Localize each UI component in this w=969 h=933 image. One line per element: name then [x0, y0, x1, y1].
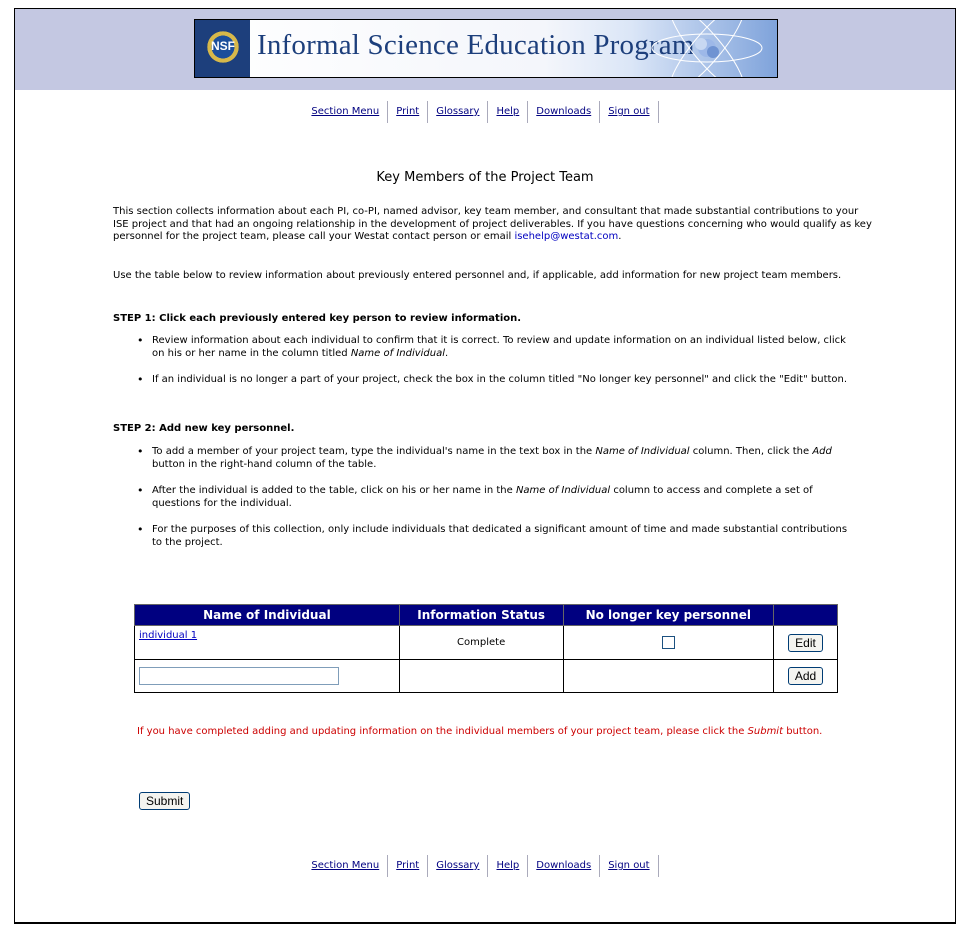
- add-button[interactable]: Add: [788, 667, 823, 685]
- list-item: [135, 485, 860, 510]
- top-nav: [15, 101, 955, 123]
- intro-text: This section collects information about each PI, co-PI, named advisor, key team member, and consultant that made substantial contributions to your ISE project and that had an ongoing relationship in the development of project deliverables. If you have questions concerning who would qualify as key personnel for the project team, please call your Westat contact person or email: [113, 206, 872, 242]
- page-title: Key Members of the Project Team: [376, 170, 594, 185]
- no-longer-key-personnel-checkbox[interactable]: [662, 636, 675, 649]
- nav-print-link[interactable]: Print: [388, 855, 428, 877]
- cell-new-action: [774, 660, 838, 693]
- cell-new-name: [135, 660, 400, 693]
- note-em: Submit: [747, 726, 784, 737]
- nav-section-menu-link[interactable]: Section Menu: [311, 855, 388, 877]
- step1-bullet1-em: Name of Individual: [350, 347, 446, 359]
- nav-help-link[interactable]: Help: [488, 101, 528, 123]
- step2-bullet1-end: button in the right-hand column of the table.: [152, 458, 377, 470]
- nav-help-link[interactable]: Help: [488, 855, 528, 877]
- nav-sign-out-link[interactable]: Sign out: [600, 101, 658, 123]
- cell-status: Complete: [399, 626, 563, 660]
- step2-bullet1-em2: Add: [812, 446, 832, 457]
- banner-title: Informal Science Education Program: [257, 29, 695, 61]
- edit-button[interactable]: Edit: [788, 634, 823, 652]
- table-header-row: [135, 605, 838, 626]
- table-row-new: [135, 660, 838, 693]
- step1-bullet1-text: Review information about each individual to confirm that it is correct. To review and update information on an individual listed below, click on his or her name in the column titled: [152, 335, 846, 359]
- list-item: [135, 446, 860, 471]
- step2-bullet1-em1: Name of Individual: [595, 446, 690, 457]
- intro-paragraph: [113, 206, 873, 244]
- step2-bullet2-em: Name of Individual: [515, 485, 611, 496]
- cell-name: [135, 626, 400, 660]
- header-name-of-individual: Name of Individual: [135, 605, 400, 626]
- nav-sign-out-link[interactable]: Sign out: [600, 855, 658, 877]
- step1-list: [135, 335, 860, 401]
- step2-bullet1-mid: column. Then, click the: [689, 446, 813, 457]
- step1-heading: STEP 1: Click each previously entered key person to review information.: [113, 313, 522, 324]
- note-text: If you have completed adding and updating information on the individual members of your project team, please click the: [137, 726, 748, 737]
- individual-name-link[interactable]: individual 1: [139, 630, 198, 641]
- nav-section-menu-link[interactable]: Section Menu: [311, 101, 388, 123]
- step2-heading: STEP 2: Add new key personnel.: [113, 423, 295, 434]
- intro-end: .: [618, 231, 622, 242]
- program-banner: [194, 19, 778, 78]
- cell-new-status: [399, 660, 563, 693]
- list-item: [135, 335, 860, 360]
- step2-bullet1-text: To add a member of your project team, type the individual's name in the text box in the: [152, 446, 596, 457]
- header-no-longer-key-personnel: No longer key personnel: [563, 605, 774, 626]
- step2-bullet3-text: For the purposes of this collection, only include individuals that dedicated a significant amount of time and made substantial contributions to the project.: [152, 524, 848, 548]
- header-actions: [774, 605, 838, 626]
- bottom-nav: [15, 855, 955, 877]
- step2-list: [135, 446, 860, 563]
- banner-band: [15, 9, 955, 90]
- nav-glossary-link[interactable]: Glossary: [428, 855, 488, 877]
- nav-downloads-link[interactable]: Downloads: [528, 855, 600, 877]
- header-information-status: Information Status: [399, 605, 563, 626]
- step1-bullet2-text: If an individual is no longer a part of your project, check the box in the column titled "No longer key personnel" and click the "Edit" button.: [152, 374, 848, 385]
- step2-bullet2-text: After the individual is added to the table, click on his or her name in the: [152, 485, 516, 496]
- atom-illustration-icon: [637, 20, 777, 77]
- cell-new-no-longer: [563, 660, 774, 693]
- note-end: button.: [783, 726, 823, 737]
- nav-glossary-link[interactable]: Glossary: [428, 101, 488, 123]
- cell-action: [774, 626, 838, 660]
- nsf-logo-text: NSF: [211, 39, 235, 53]
- step1-bullet1-end: .: [445, 347, 449, 359]
- new-individual-name-input[interactable]: [139, 667, 339, 685]
- submit-button[interactable]: Submit: [139, 792, 190, 810]
- list-item: [135, 374, 860, 387]
- contact-email-link[interactable]: isehelp@westat.com: [514, 231, 619, 242]
- list-item: [135, 524, 860, 549]
- key-personnel-table: [134, 604, 838, 693]
- nav-print-link[interactable]: Print: [388, 101, 428, 123]
- page-frame: [14, 8, 956, 924]
- table-row: [135, 626, 838, 660]
- intro-paragraph-2: Use the table below to review information about previously entered personnel and, if applicable, add information for new project team members.: [113, 270, 842, 281]
- nsf-logo: [195, 20, 250, 77]
- nav-downloads-link[interactable]: Downloads: [528, 101, 600, 123]
- step2-bullet2-end: column to access and complete a set of questions for the individual.: [152, 485, 813, 509]
- submit-instructions: [137, 726, 837, 739]
- cell-no-longer: [563, 626, 774, 660]
